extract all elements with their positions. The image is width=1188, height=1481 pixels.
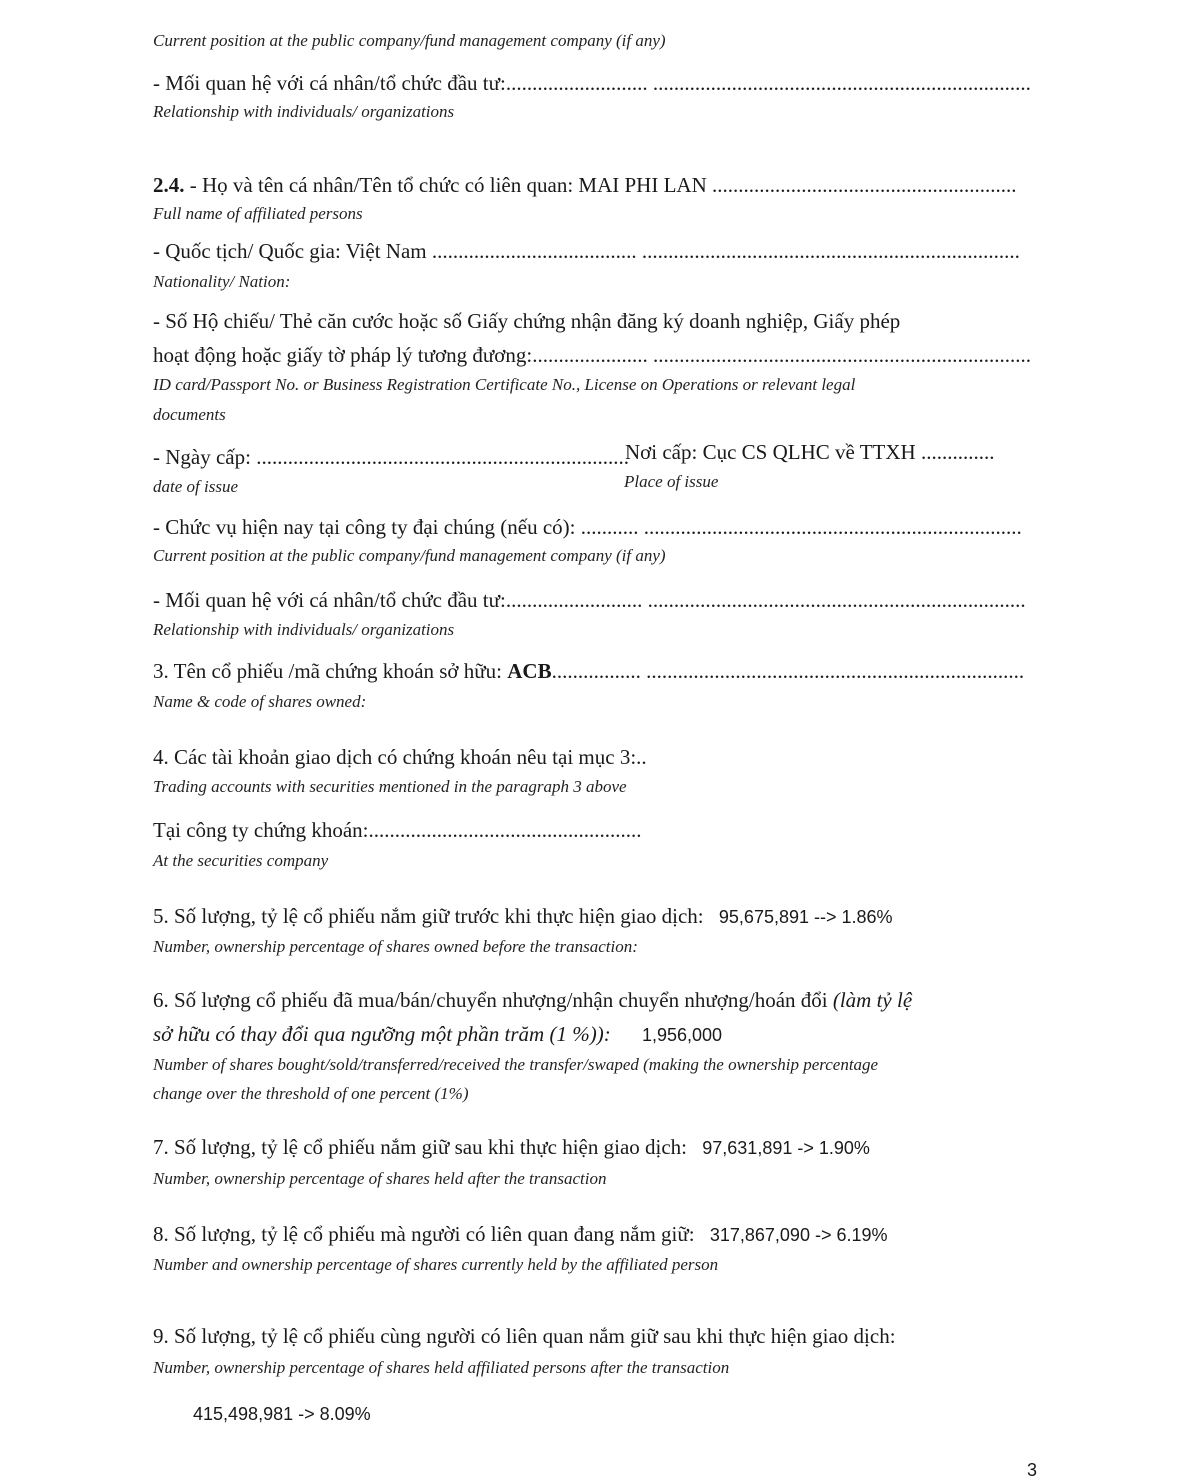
s8-value: 317,867,090 -> 6.19% [709,1225,888,1245]
s24-nationality-vi: - Quốc tịch/ Quốc gia: Việt Nam ....................................... ........................................................................ [153,239,1020,263]
prev-relationship-vi: - Mối quan hệ với cá nhân/tổ chức đầu tư:........................... ........................................................................ [153,71,1031,95]
s8-label-vi: 8. Số lượng, tỷ lệ cổ phiếu mà người có liên quan đang nắm giữ: [153,1222,695,1246]
s6-label-vi-1: 6. Số lượng cổ phiếu đã mua/bán/chuyển nhượng/nhận chuyển nhượng/hoán đổi [153,988,833,1012]
s24-id-en-1: ID card/Passport No. or Business Registration Certificate No., License on Operations or relevant legal [153,375,856,394]
s6-label-en-1: Number of shares bought/sold/transferred/received the transfer/swaped (making the ownership percentage [153,1055,879,1074]
s3-label-vi: 3. Tên cổ phiếu /mã chứng khoán sở hữu: [153,659,508,683]
s24-relationship-en: Relationship with individuals/ organizations [153,620,455,639]
s6-line-1 [153,987,912,1013]
s7-line [153,1134,870,1161]
s6-label-vi-1-italic: (làm tỷ lệ [832,988,913,1012]
s6-label-en-2: change over the threshold of one percent (1%) [153,1084,469,1103]
s3-code: ACB [507,659,552,683]
s7-label-en: Number, ownership percentage of shares held after the transaction [153,1169,607,1188]
s24-name-vi: - Họ và tên cá nhân/Tên tổ chức có liên quan: MAI PHI LAN .......................................................... [184,173,1017,197]
s7-value: 97,631,891 -> 1.90% [702,1138,870,1158]
s5-line [153,903,893,930]
s24-name-en: Full name of affiliated persons [153,204,363,223]
s9-label-en: Number, ownership percentage of shares held affiliated persons after the transaction [153,1358,730,1377]
s6-value: 1,956,000 [641,1025,723,1045]
s24-date-vi: - Ngày cấp: ....................................................................... [153,445,629,469]
s24-id-en-2: documents [153,405,226,424]
s8-label-en: Number and ownership percentage of shares currently held by the affiliated person [153,1255,719,1274]
s5-label-en: Number, ownership percentage of shares owned before the transaction: [153,937,638,956]
s8-line [153,1221,888,1248]
s4-company-vi: Tại công ty chứng khoán:.................................................... [153,818,642,842]
s7-label-vi: 7. Số lượng, tỷ lệ cổ phiếu nắm giữ sau khi thực hiện giao dịch: [153,1135,688,1159]
s24-number: 2.4. [153,173,185,197]
s3-line [153,658,1024,684]
s3-dots: ................. ........................................................................ [551,659,1025,683]
s4-label-vi: 4. Các tài khoản giao dịch có chứng khoán nêu tại mục 3:.. [153,745,647,769]
prev-relationship-en: Relationship with individuals/ organizations [153,102,455,121]
s5-value: 95,675,891 --> 1.86% [718,907,893,927]
prev-position-en: Current position at the public company/fund management company (if any) [153,31,666,50]
s24-relationship-vi: - Mối quan hệ với cá nhân/tổ chức đầu tư:.......................... ........................................................................ [153,588,1026,612]
s9-label-vi: 9. Số lượng, tỷ lệ cổ phiếu cùng người có liên quan nắm giữ sau khi thực hiện giao dịch: [153,1324,896,1348]
s5-label-vi: 5. Số lượng, tỷ lệ cổ phiếu nắm giữ trước khi thực hiện giao dịch: [153,904,704,928]
s24-date-en: date of issue [153,477,238,496]
s24-nationality-en: Nationality/ Nation: [153,272,291,291]
s9-value: 415,498,981 -> 8.09% [193,1404,371,1424]
s24-position-en: Current position at the public company/fund management company (if any) [153,546,666,565]
s24-place-en: Place of issue [624,472,719,491]
s4-company-en: At the securities company [153,851,329,870]
s3-label-en: Name & code of shares owned: [153,692,367,711]
s24-id-vi-1: - Số Hộ chiếu/ Thẻ căn cước hoặc số Giấy chứng nhận đăng ký doanh nghiệp, Giấy phép [153,309,901,333]
page-number: 3 [1027,1460,1038,1480]
s24-place-vi: Nơi cấp: Cục CS QLHC về TTXH .............. [625,440,995,464]
s24-position-vi: - Chức vụ hiện nay tại công ty đại chúng (nếu có): ........... ........................................................................ [153,515,1022,539]
s6-label-vi-2: sở hữu có thay đổi qua ngưỡng một phần trăm (1 %)): [153,1022,611,1046]
s6-line-2 [153,1021,722,1048]
s4-label-en: Trading accounts with securities mentioned in the paragraph 3 above [153,777,627,796]
s24-name-line [153,172,1016,198]
s24-id-vi-2: hoạt động hoặc giấy tờ pháp lý tương đương:...................... ........................................................................ [153,343,1031,367]
